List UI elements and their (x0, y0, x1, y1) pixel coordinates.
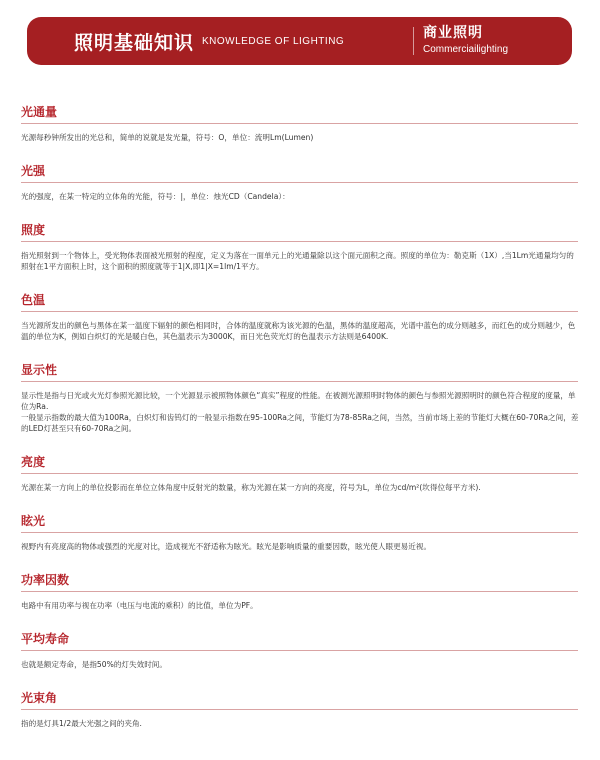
section-luminance (21, 454, 579, 493)
section-divider (21, 650, 578, 651)
banner-right (423, 25, 508, 57)
section-heading: 亮度 (21, 455, 46, 469)
section-heading: 平均寿命 (21, 632, 70, 646)
section-body: 光源每秒钟所发出的光总和，简单的说就是发光量，符号：O，单位：流明Lm(Lumen) (21, 133, 314, 142)
section-luminous-intensity (21, 163, 579, 202)
section-body: 电路中有用功率与视在功率（电压与电流的乘积）的比值，单位为PF。 (21, 601, 258, 610)
banner-divider (413, 27, 414, 55)
section-body: 也就是额定寿命，是指50%的灯失效时间。 (21, 660, 167, 669)
banner-left (74, 17, 344, 65)
section-divider (21, 709, 578, 710)
section-power-factor (21, 572, 579, 611)
section-heading: 功率因数 (21, 573, 70, 587)
page-subtitle: KNOWLEDGE OF LIGHTING (202, 35, 345, 47)
section-divider (21, 311, 578, 312)
section-luminous-flux (21, 104, 579, 143)
section-average-life (21, 631, 579, 670)
section-body: 指光照射到一个物体上，受光物体表面被光照射的程度，定义为落在一面单元上的光通量除以这个面元面积之商。照度的单位为：勒克斯（1X）,当1Lm光通量均匀的照射在1平方面积上时，这个面积的照度就等于1|X,即1|X=1lm/1平方。 (21, 251, 574, 271)
section-heading: 照度 (21, 223, 46, 237)
section-body: 光源在某一方向上的单位投影而在单位立体角度中反射光的数量，称为光源在某一方向的亮度，符号为L，单位为cd/m²(坎得位每平方米). (21, 483, 481, 492)
section-heading: 眩光 (21, 514, 46, 528)
section-heading: 光束角 (21, 691, 58, 705)
section-illuminance (21, 222, 579, 272)
page-title: 照明基础知识 (74, 31, 195, 54)
section-body: 指的是灯具1/2最大光强之间的夹角. (21, 719, 142, 728)
header-banner (27, 17, 572, 65)
category-subtitle: Commerciailighting (423, 44, 509, 55)
content (21, 104, 579, 729)
section-heading: 光通量 (21, 105, 58, 119)
section-divider (21, 381, 578, 382)
section-body: 当光源所发出的颜色与黑体在某一温度下辐射的颜色相同时，合体的温度就称为该光源的色温，黑体的温度超高，光谱中蓝色的成分则越多，而红色的成分则越少，色温的单位为K，例如白炽灯的光是暖白色，其色温表示为3000K，而日光色荧光灯的色温表示方法则是6400K. (21, 321, 576, 341)
section-body: 视野内有亮度高的物体或强烈的光度对比，造成视光不舒适称为眩光。眩光是影响质量的重要因数，眩光使人眼更易近视。 (21, 542, 432, 551)
section-divider (21, 591, 578, 592)
section-heading: 色温 (21, 293, 46, 307)
section-glare (21, 513, 579, 552)
section-color-rendering (21, 362, 579, 434)
section-heading: 光强 (21, 164, 46, 178)
section-divider (21, 241, 578, 242)
category-title: 商业照明 (423, 25, 483, 41)
section-body: 显示性是指与日光或火光灯参照光源比较，一个光源显示被照物体颜色“真实”程度的性能。在被测光源照明时物体的颜色与参照光源照明时的颜色符合程度的度量，单位为Ra. 一般显示指数的最大值为100Ra，白炽灯和齿钨灯的一般显示指数在95-100Ra之间，节能灯为78-85Ra之间，当然，当前市场上差的节能灯大概在60-70Ra之间，差的LED灯甚至只有60-70Ra之间。 (21, 391, 579, 433)
section-heading: 显示性 (21, 363, 58, 377)
section-divider (21, 182, 578, 183)
section-body: 光的强度，在某一特定的立体角的光能，符号：|，单位：烛光CD（Candela）： (21, 192, 290, 201)
section-color-temperature (21, 292, 579, 342)
section-divider (21, 123, 578, 124)
section-beam-angle (21, 690, 579, 729)
section-divider (21, 473, 578, 474)
section-divider (21, 532, 578, 533)
